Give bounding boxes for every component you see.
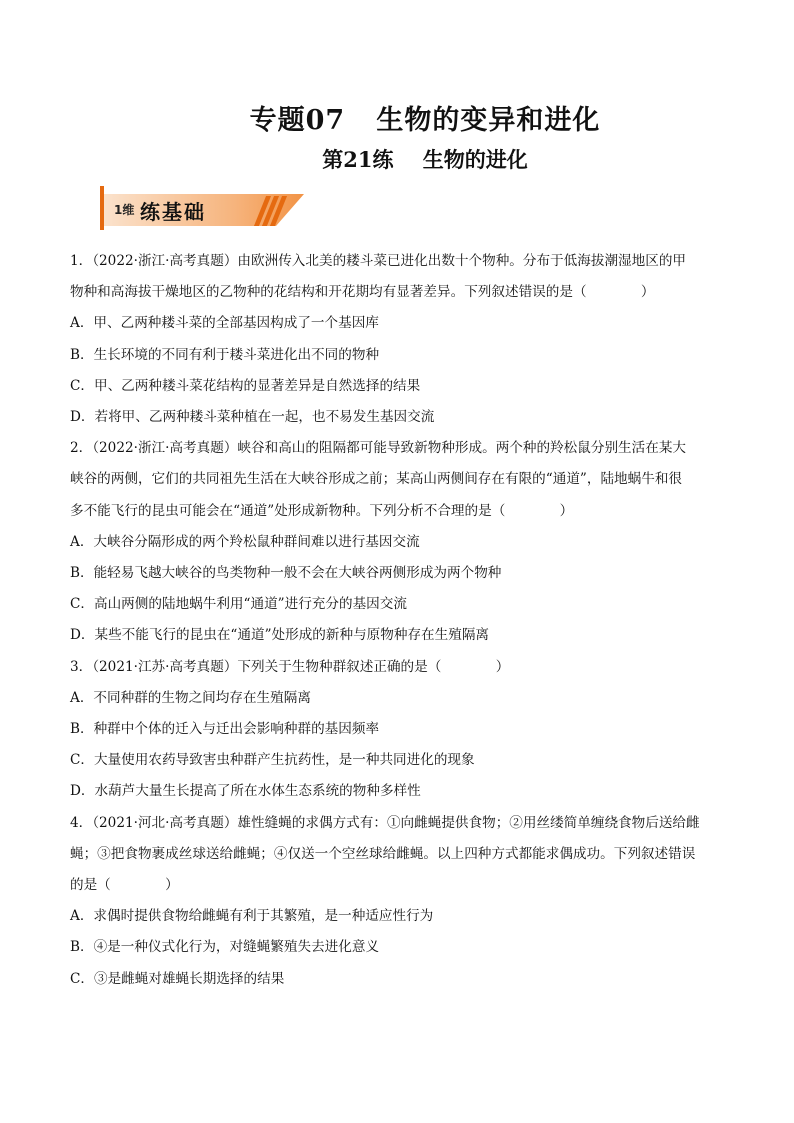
answer-option: B．种群中个体的迁入与迁出会影响种群的基因频率 [70,721,380,738]
question-stem-line: 3．（2021·江苏·高考真题）下列关于生物种群叙述正确的是（ ） [70,658,510,675]
answer-option: B．生长环境的不同有利于耧斗菜进化出不同的物种 [70,346,380,363]
answer-option: C．③是雌蝇对雄蝇长期选择的结果 [70,970,285,987]
answer-option: A．不同种群的生物之间均存在生殖隔离 [70,689,311,706]
question-item [70,808,730,995]
question-stem-line: 2．（2022·浙江·高考真题）峡谷和高山的阻隔都可能导致新物种形成。两个种的羚松鼠分别生活在某大 [70,440,687,457]
question-stem-line: 的是（ ） [70,877,179,894]
question-item [70,246,730,433]
answer-option: B．能轻易飞越大峡谷的鸟类物种一般不会在大峡谷两侧形成为两个物种 [70,565,502,582]
question-item [70,652,730,808]
question-stem-line: 蝇；③把食物裹成丝球送给雌蝇；④仅送一个空丝球给雌蝇。以上四种方式都能求偶成功。下列叙述错误 [70,845,696,862]
question-stem-line: 物种和高海拔干燥地区的乙物种的花结构和开花期均有显著差异。下列叙述错误的是（ ） [70,284,655,301]
answer-option: B．④是一种仪式化行为，对缝蝇繁殖失去进化意义 [70,939,380,956]
section-banner [100,184,286,232]
question-stem-line: 多不能飞行的昆虫可能会在“通道”处形成新物种。下列分析不合理的是（ ） [70,502,574,519]
answer-option: D．水葫芦大量生长提高了所在水体生态系统的物种多样性 [70,783,421,800]
answer-option: A．大峡谷分隔形成的两个羚松鼠种群间难以进行基因交流 [70,533,420,550]
answer-option: C．高山两侧的陆地蜗牛利用“通道”进行充分的基因交流 [70,596,407,613]
question-item [70,433,730,651]
page-title: 专题07 生物的变异和进化 [249,105,601,136]
question-stem-line: 1．（2022·浙江·高考真题）由欧洲传入北美的耧斗菜已进化出数十个物种。分布于低海拔潮湿地区的甲 [70,253,687,269]
question-stem-line: 峡谷的两侧，它们的共同祖先生活在大峡谷形成之前；某高山两侧间存在有限的“通道”，陆地蜗牛和很 [70,471,683,488]
answer-option: C．甲、乙两种耧斗菜花结构的显著差异是自然选择的结果 [70,377,421,394]
answer-option: A．甲、乙两种耧斗菜的全部基因构成了一个基因库 [70,315,379,332]
question-stem-line: 4．（2021·河北·高考真题）雄性缝蝇的求偶方式有：①向雌蝇提供食物；②用丝缕简单缠绕食物后送给雌 [70,814,700,831]
page-subtitle: 第21练 生物的进化 [322,147,528,172]
answer-option: A．求偶时提供食物给雌蝇有利于其繁殖，是一种适应性行为 [70,908,434,925]
answer-option: C．大量使用农药导致害虫种群产生抗药性，是一种共同进化的现象 [70,752,475,769]
section-level-label: 1维 [114,203,135,217]
answer-option: D．若将甲、乙两种耧斗菜种植在一起，也不易发生基因交流 [70,409,435,426]
question-list [70,246,730,995]
section-title: 练基础 [140,200,206,224]
answer-option: D．某些不能飞行的昆虫在“通道”处形成的新种与原物种存在生殖隔离 [70,627,490,644]
banner-accent-strip [100,186,104,230]
